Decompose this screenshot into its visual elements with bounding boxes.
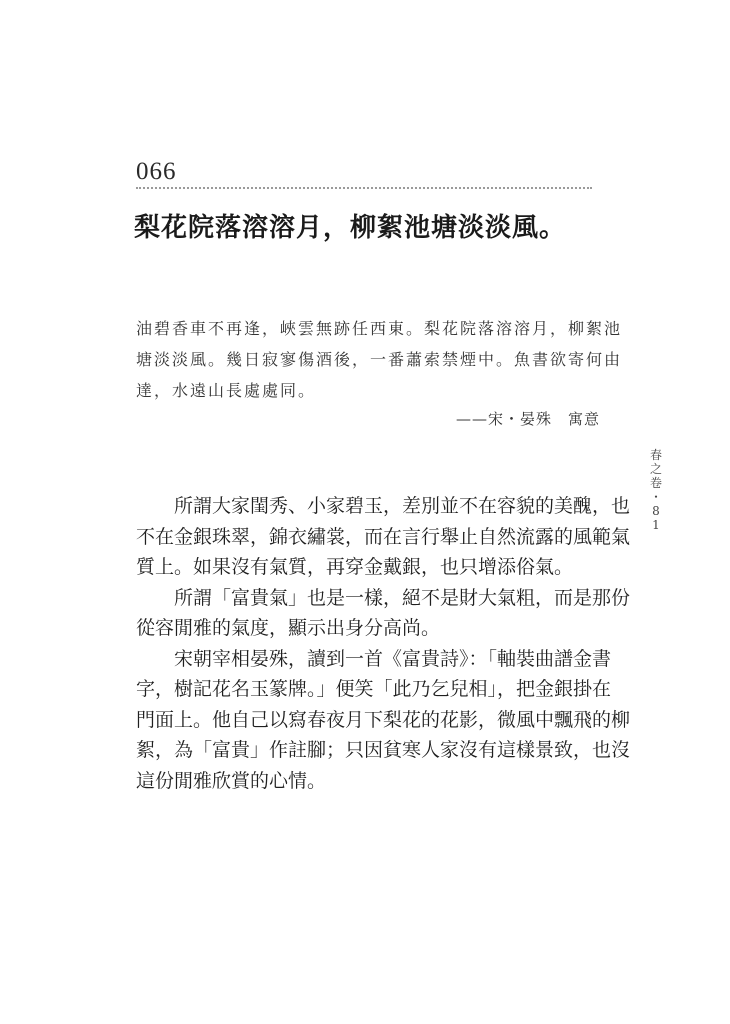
side-tab [648,448,664,532]
body-line: 字，樹記花名玉篆牌。」便笑「此乃乞兒相」，把金銀掛在 [136,678,612,700]
side-tab-char: 1 [652,518,660,532]
poem-block [136,313,623,406]
body-line: 所謂大家閨秀、小家碧玉，差別並不在容貌的美醜，也 [174,495,631,517]
side-tab-section [648,448,664,490]
side-tab-char: 春 [649,448,662,462]
poem-line: 塘淡淡風。幾日寂寥傷酒後，一番蕭索禁煙中。魚書欲寄何由 [136,350,623,369]
body-line: 不在金銀珠翠，錦衣繡裳，而在言行舉止自然流露的風範氣 [136,525,631,548]
side-tab-char: 8 [652,504,660,518]
headline: 梨花院落溶溶月，柳絮池塘淡淡風。 [134,213,567,243]
dotted-rule [136,187,592,189]
page-number: 066 [136,158,177,185]
body-text [136,491,631,796]
body-line: 宋朝宰相晏殊，讀到一首《富貴詩》：「軸裝曲譜金書 [174,647,612,670]
body-line: 絮，為「富貴」作註腳；只因貧寒人家沒有這樣景致，也沒 [136,739,631,761]
poem-line: 達，水遠山長處處同。 [136,381,317,400]
side-tab-char: 卷 [649,476,662,490]
body-line: 從容閒雅的氣度，顯示出身分高尚。 [136,617,441,639]
side-tab-char: 之 [649,462,662,476]
side-tab-folio [648,504,664,532]
poem-attribution: ——宋・晏殊 寓意 [455,410,600,428]
body-line: 門面上。他自己以寫春夜月下梨花的花影，微風中飄飛的柳 [136,708,631,731]
body-line: 質上。如果沒有氣質，再穿金戴銀，也只增添俗氣。 [136,556,574,578]
poem-line: 油碧香車不再逢，峽雲無跡任西東。梨花院落溶溶月，柳絮池 [136,319,623,338]
body-line: 所謂「富貴氣」也是一樣，絕不是財大氣粗，而是那份 [174,586,631,609]
body-line: 這份閒雅欣賞的心情。 [136,769,327,792]
side-tab-separator: ・ [649,490,662,504]
